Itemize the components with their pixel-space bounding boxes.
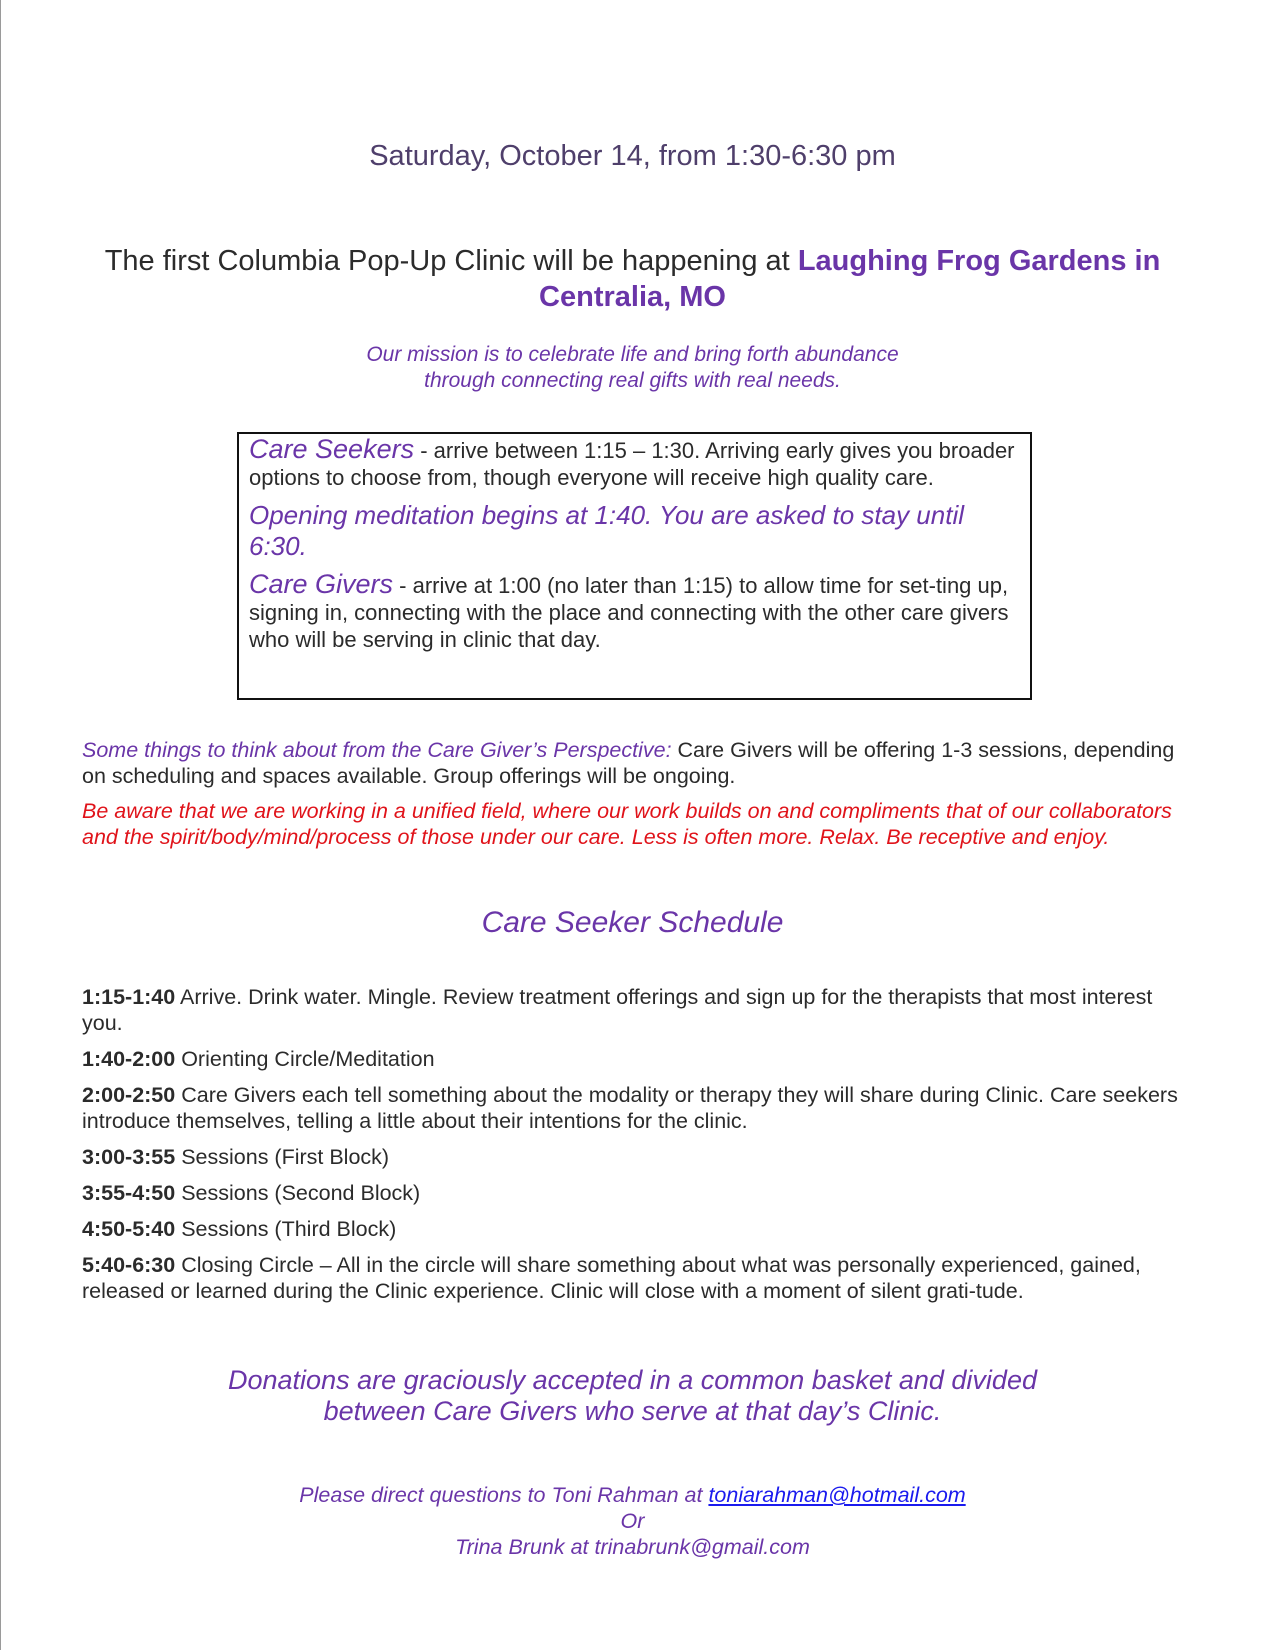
care-seekers-text: - arrive between 1:15 – 1:30. Arriving early gives you broader options to choose from, though everyone will receive high quality care.: [249, 438, 1015, 490]
schedule-time: 2:00-2:50: [82, 1083, 176, 1107]
schedule-time: 1:40-2:00: [82, 1047, 176, 1071]
care-givers-text: - arrive at 1:00 (no later than 1:15) to allow time for set-ting up, signing in, connecting with the place and connecting with the other care givers who will be serving in clinic that day.: [249, 573, 1009, 652]
contact-line-1: [0, 1482, 1265, 1508]
mission-line-2: through connecting real gifts with real needs.: [424, 369, 841, 392]
schedule-time: 5:40-6:30: [82, 1253, 176, 1277]
event-date: Saturday, October 14, from 1:30-6:30 pm: [369, 140, 896, 172]
schedule-item: [82, 1144, 1192, 1170]
awareness-note: Be aware that we are working in a unified field, where our work builds on and compliments that of our collaborators and the spirit/body/mind/process of those under our care. Less is often more. Relax. Be receptive and enjoy.: [82, 799, 1172, 849]
schedule-time: 3:55-4:50: [82, 1181, 176, 1205]
care-givers-paragraph: [249, 571, 1020, 653]
headline: [90, 243, 1175, 315]
schedule-text: Sessions (Third Block): [175, 1217, 397, 1241]
care-seekers-label: Care Seekers: [249, 434, 415, 464]
schedule-item: [82, 1252, 1192, 1304]
schedule-text: Arrive. Drink water. Mingle. Review treatment offerings and sign up for the therapists that most interest you.: [82, 985, 1153, 1035]
schedule-time: 1:15-1:40: [82, 985, 176, 1009]
headline-venue: Laughing Frog Gardens in Centralia, MO: [539, 245, 1161, 313]
headline-prefix: The first Columbia Pop-Up Clinic will be happening at: [104, 245, 798, 277]
contact-info: [0, 1482, 1265, 1560]
schedule-title: Care Seeker Schedule: [481, 906, 784, 939]
schedule-text: Care Givers each tell something about the modality or therapy they will share during Clinic. Care seekers introduce themselves, telling a little about their intentions for the clinic.: [82, 1083, 1178, 1133]
schedule-item: [82, 1046, 1192, 1072]
contact-line-3: Trina Brunk at trinabrunk@gmail.com: [455, 1535, 810, 1559]
schedule-item: [82, 1216, 1192, 1242]
schedule-text: Closing Circle – All in the circle will share something about what was personally experienced, gained, released or learned during the Clinic experience. Clinic will close with a moment of silent grati-tude.: [82, 1253, 1141, 1303]
donations-line-2: between Care Givers who serve at that day’s Clinic.: [323, 1396, 942, 1426]
contact-or: Or: [620, 1509, 645, 1533]
schedule-text: Sessions (First Block): [175, 1145, 390, 1169]
care-givers-label: Care Givers: [249, 569, 394, 599]
perspective-text: Care Givers will be offering 1-3 sessions, depending on scheduling and spaces available. Group offerings will be ongoing.: [82, 738, 1175, 788]
schedule-item: [82, 1180, 1192, 1206]
schedule-text: Orienting Circle/Meditation: [175, 1047, 435, 1071]
meditation-notice: Opening meditation begins at 1:40. You are asked to stay until 6:30.: [249, 500, 964, 561]
mission-line-1: Our mission is to celebrate life and bring forth abundance: [366, 343, 899, 366]
care-seekers-paragraph: [249, 436, 1020, 491]
donations-note: [0, 1365, 1265, 1427]
schedule-time: 3:00-3:55: [82, 1145, 176, 1169]
mission-statement: [0, 342, 1265, 394]
contact-prefix: Please direct questions to Toni Rahman at: [299, 1483, 709, 1507]
schedule-time: 4:50-5:40: [82, 1217, 176, 1241]
care-giver-perspective: [82, 737, 1192, 789]
schedule-list: [82, 984, 1192, 1314]
arrival-info-box: [237, 432, 1032, 700]
schedule-text: Sessions (Second Block): [175, 1181, 421, 1205]
schedule-item: [82, 1082, 1192, 1134]
email-link-toni[interactable]: toniarahman@hotmail.com: [708, 1483, 966, 1507]
schedule-item: [82, 984, 1192, 1036]
donations-line-1: Donations are graciously accepted in a common basket and divided: [228, 1365, 1037, 1395]
perspective-lead-in: Some things to think about from the Care Giver’s Perspective:: [82, 738, 672, 762]
